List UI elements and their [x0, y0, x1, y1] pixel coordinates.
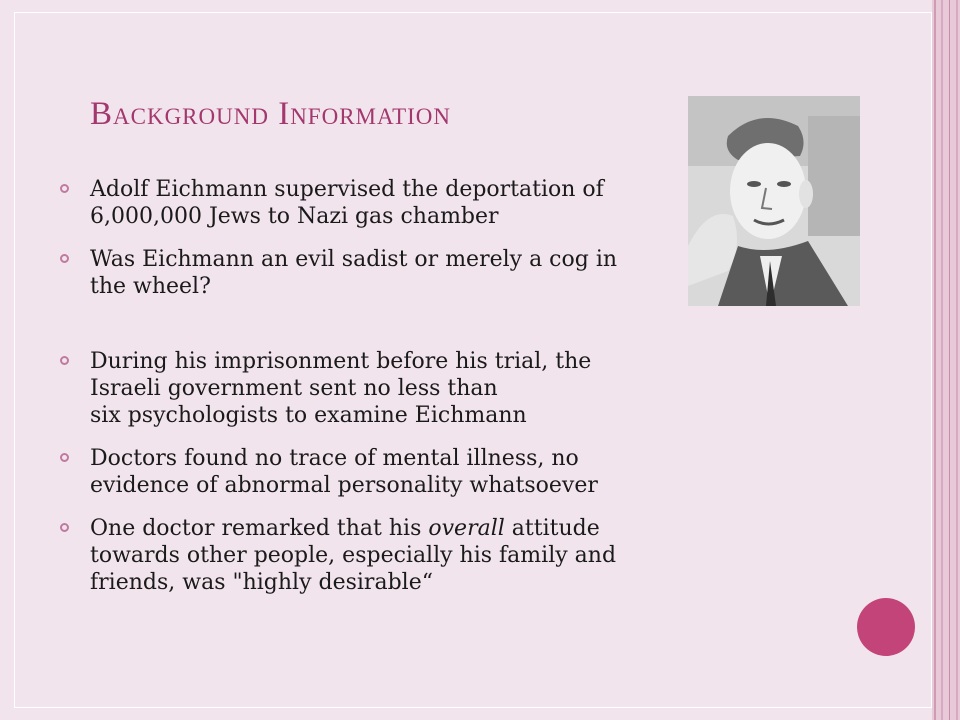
bullet-circle-icon [60, 523, 69, 532]
bullet-text-segment: attitude [504, 516, 600, 541]
bullet-text-line: towards other people, especially his family and [90, 543, 617, 568]
bullet-text-line: During his imprisonment before his trial, the [90, 349, 592, 374]
list-item [60, 348, 860, 429]
list-item [60, 445, 860, 499]
list-item [60, 515, 860, 596]
bullet-text-line: Doctors found no trace of mental illness, no [90, 446, 579, 471]
bullet-circle-icon [60, 184, 69, 193]
rail-line [956, 0, 958, 720]
bullet-text-line: evidence of abnormal personality whatsoever [90, 473, 598, 498]
decorative-accent-circle [857, 598, 915, 656]
bullet-text-segment: One doctor remarked that his [90, 516, 429, 541]
bullet-text-line: 6,000,000 Jews to Nazi gas chamber [90, 204, 499, 229]
bullet-text-line: Adolf Eichmann supervised the deportation of [90, 177, 604, 202]
bullet-list [60, 176, 860, 612]
rail-line [941, 0, 943, 720]
bullet-circle-icon [60, 254, 69, 263]
decorative-side-rail [932, 0, 960, 720]
rail-line [949, 0, 950, 720]
bullet-text-line: Was Eichmann an evil sadist or merely a cog in [90, 247, 618, 272]
slide-title: Background Information [90, 96, 451, 132]
bullet-text-line [90, 515, 860, 542]
list-item [60, 176, 860, 230]
bullet-circle-icon [60, 356, 69, 365]
bullet-text-line: six psychologists to examine Eichmann [90, 403, 527, 428]
bullet-text-line: Israeli government sent no less than [90, 376, 498, 401]
list-item [60, 246, 860, 300]
bullet-circle-icon [60, 453, 69, 462]
bullet-emphasis-text: overall [428, 516, 505, 541]
bullet-text-line: the wheel? [90, 274, 211, 299]
rail-line [934, 0, 936, 720]
bullet-text-line: friends, was "highly desirable“ [90, 570, 433, 595]
